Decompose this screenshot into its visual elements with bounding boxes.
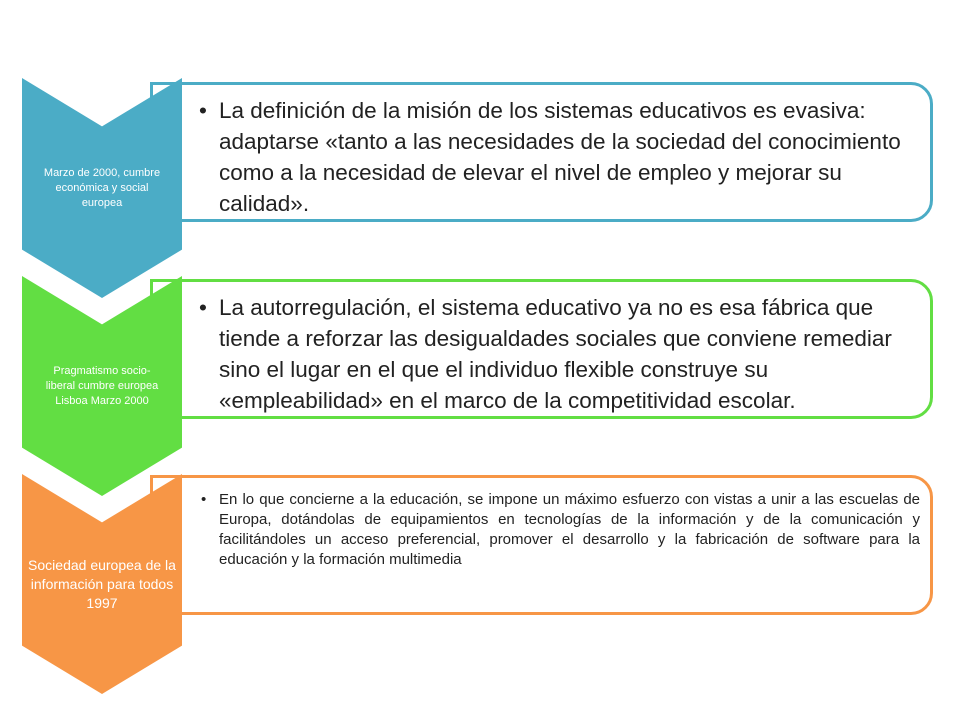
stage-3-box bbox=[150, 475, 933, 615]
stage-2-list bbox=[193, 292, 918, 416]
stage-3-bullet: • En lo que concierne a la educación, se impone un máximo esfuerzo con vistas a unir a las escuelas de Europa, dotándolas de equipamientos en tecnologías de la información y de la comunicación y facilitándoles un acceso preferencial, promover el desarrollo y la fabricación de software para la educación y la formación multimedia bbox=[193, 490, 920, 570]
stage-3-list bbox=[193, 490, 920, 570]
stage-2-bullet: • La autorregulación, el sistema educativo ya no es esa fábrica que tiende a reforzar las desigualdades sociales que conviene remediar sino el lugar en el que el individuo flexible construye su «empleabilidad» en el marco de la competitividad escolar. bbox=[193, 292, 918, 416]
stage-1-box bbox=[150, 82, 933, 222]
stage-2-label: Pragmatismo socio-liberal cumbre europea Lisboa Marzo 2000 bbox=[45, 364, 159, 407]
stage-1-bullet: • La definición de la misión de los sistemas educativos es evasiva: adaptarse «tanto a las necesidades de la sociedad del conocimiento como a la necesidad de elevar el nivel de empleo y mejorar su calidad». bbox=[193, 95, 918, 219]
stage-1-label: Marzo de 2000, cumbre económica y social europea bbox=[43, 166, 161, 209]
stage-2-box bbox=[150, 279, 933, 419]
stage-3-label: Sociedad europea de la información para todos 1997 bbox=[28, 556, 176, 611]
stage-1-list bbox=[193, 95, 918, 219]
